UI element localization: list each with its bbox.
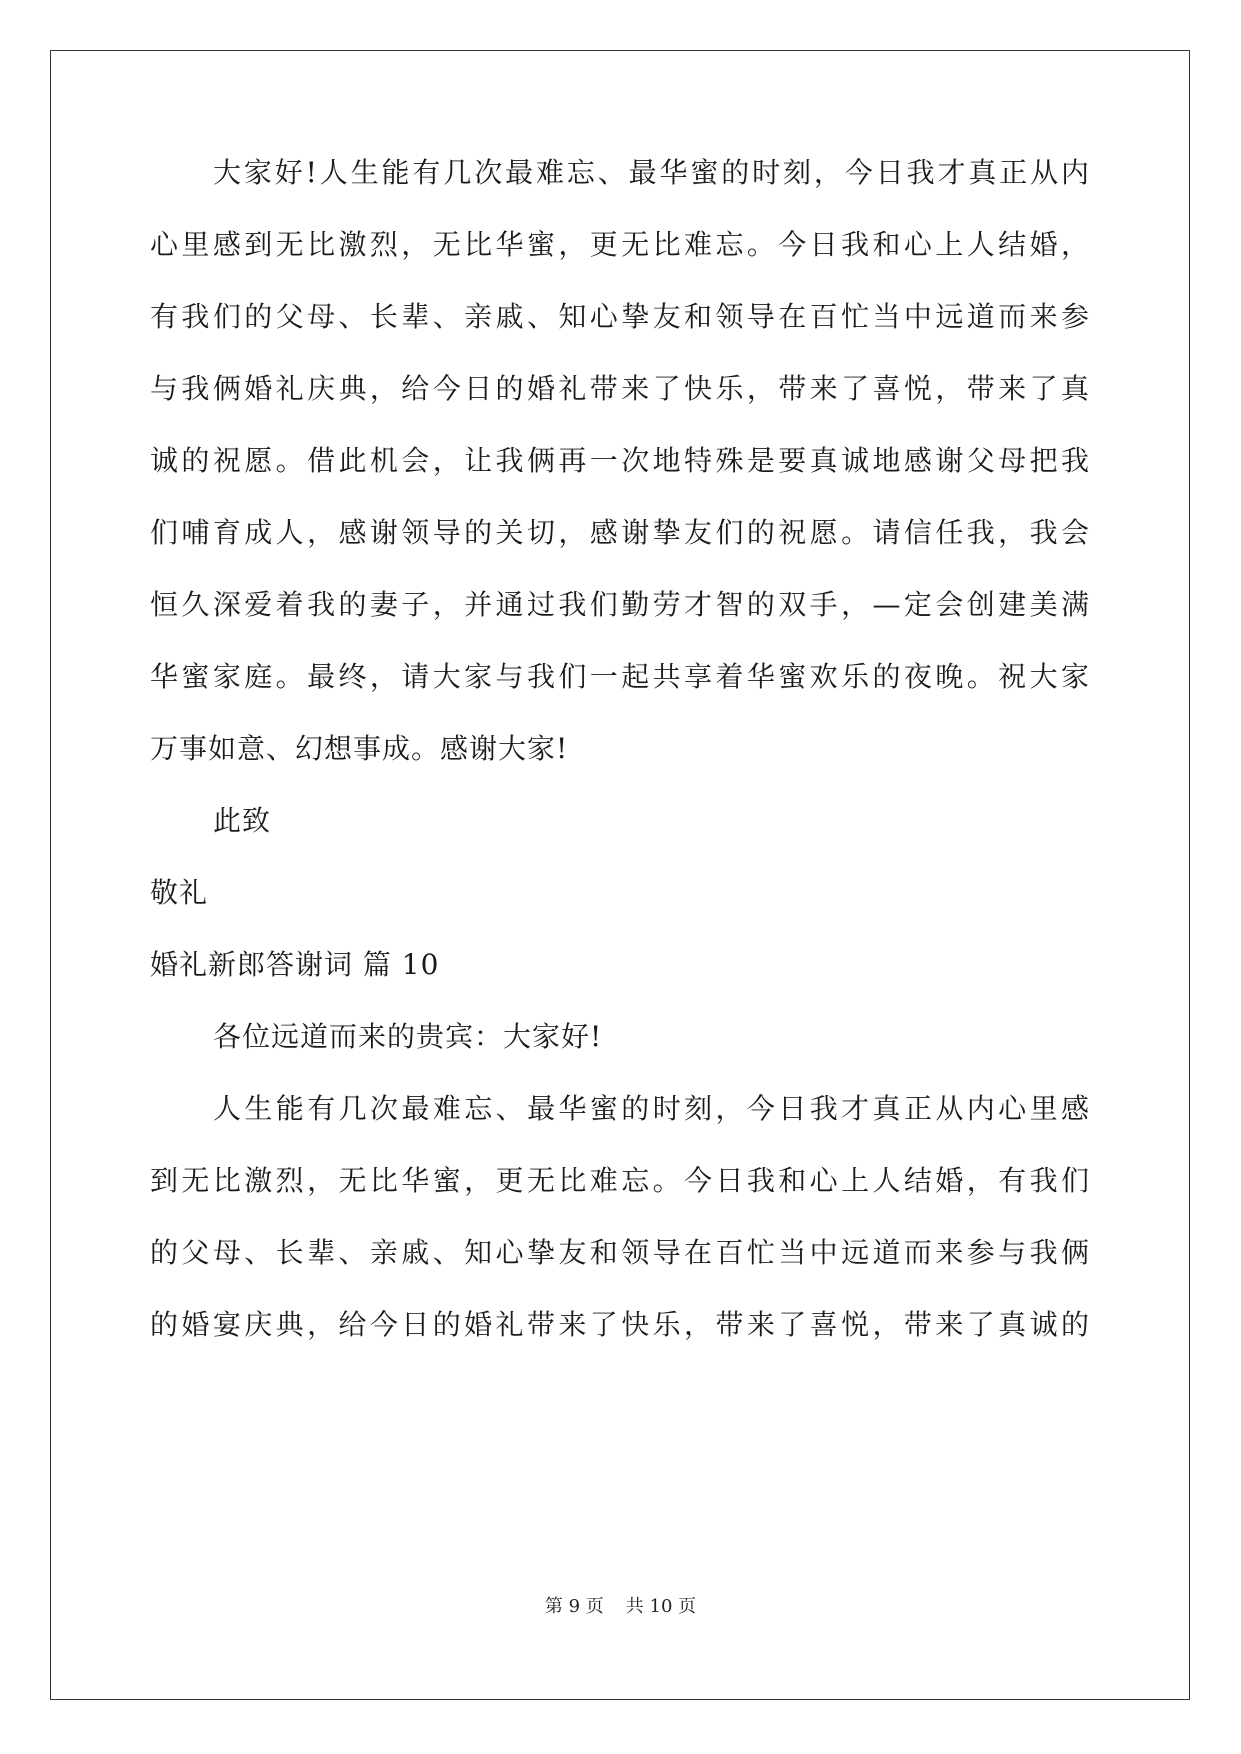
paragraph-line: 到无比激烈，无比华蜜，更无比难忘。今日我和心上人结婚，有我们 <box>150 1164 1090 1197</box>
paragraph-line: 人生能有几次最难忘、最华蜜的时刻，今日我才真正从内心里感 <box>213 1092 1090 1125</box>
paragraph-line: 大家好!人生能有几次最难忘、最华蜜的时刻，今日我才真正从内 <box>213 156 1090 189</box>
paragraph-line: 的父母、长辈、亲戚、知心挚友和领导在百忙当中远道而来参与我俩 <box>150 1236 1090 1269</box>
section-heading: 婚礼新郎答谢词 篇 10 <box>150 948 440 981</box>
paragraph-line: 与我俩婚礼庆典，给今日的婚礼带来了快乐，带来了喜悦，带来了真 <box>150 372 1090 405</box>
paragraph-line: 心里感到无比激烈，无比华蜜，更无比难忘。今日我和心上人结婚， <box>150 228 1090 261</box>
closing-regards: 敬礼 <box>150 876 209 909</box>
paragraph-line: 恒久深爱着我的妻子，并通过我们勤劳才智的双手，—定会创建美满 <box>150 588 1090 621</box>
closing-salutation: 此致 <box>213 804 272 837</box>
page-number: 第 9 页 <box>544 1596 604 1617</box>
paragraph-line: 的婚宴庆典，给今日的婚礼带来了快乐，带来了喜悦，带来了真诚的 <box>150 1308 1090 1341</box>
paragraph-line: 们哺育成人，感谢领导的关切，感谢挚友们的祝愿。请信任我，我会 <box>150 516 1090 549</box>
paragraph-line: 诚的祝愿。借此机会，让我俩再一次地特殊是要真诚地感谢父母把我 <box>150 444 1090 477</box>
page-footer <box>0 1595 1241 1619</box>
paragraph-line: 万事如意、幻想事成。感谢大家! <box>150 732 569 765</box>
paragraph-line: 有我们的父母、长辈、亲戚、知心挚友和领导在百忙当中远道而来参 <box>150 300 1090 333</box>
greeting-line: 各位远道而来的贵宾：大家好! <box>213 1020 603 1053</box>
page-total: 共 10 页 <box>625 1596 697 1617</box>
paragraph-line: 华蜜家庭。最终，请大家与我们一起共享着华蜜欢乐的夜晚。祝大家 <box>150 660 1090 693</box>
